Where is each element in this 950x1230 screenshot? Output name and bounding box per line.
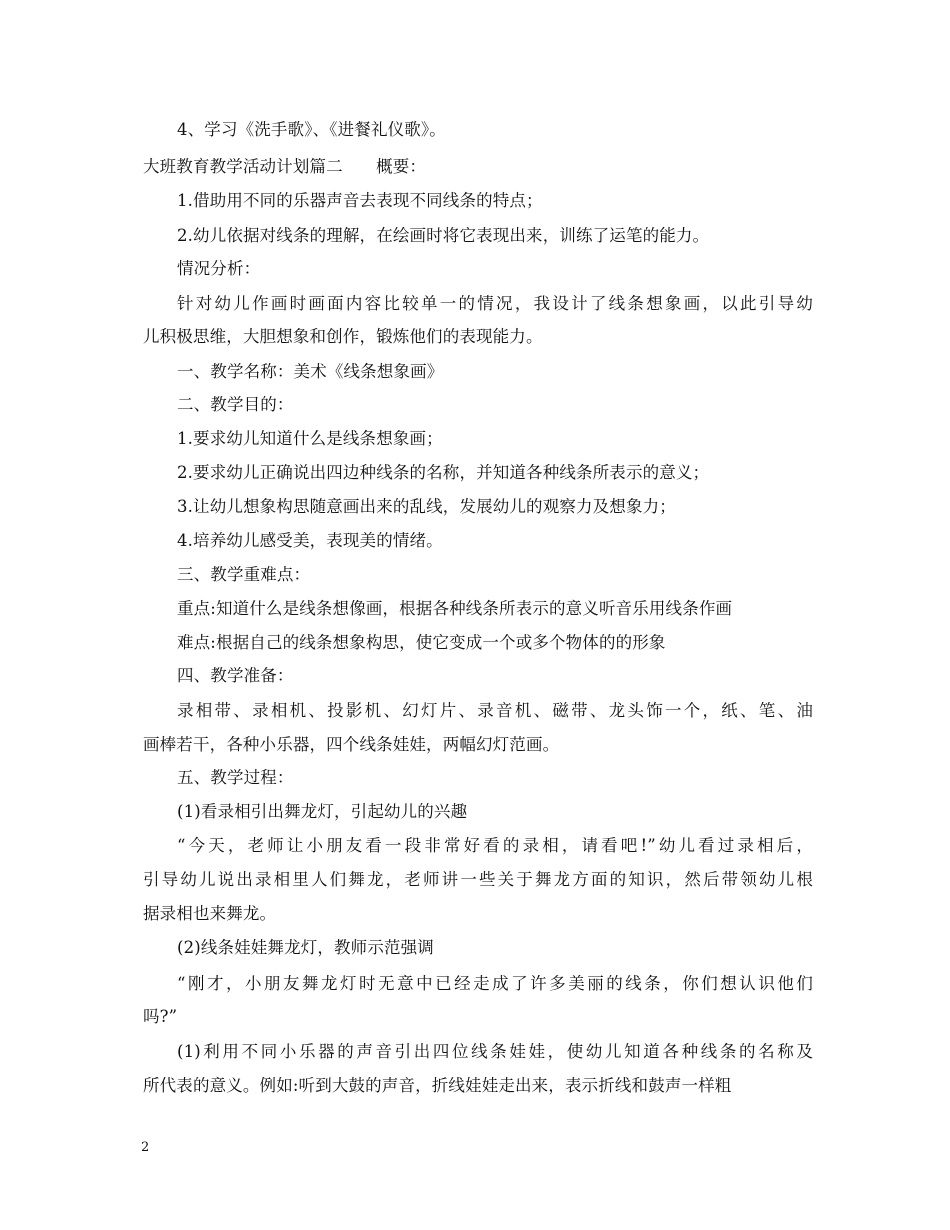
goal-item-3: 3.让幼儿想象构思随意画出来的乱线，发展幼儿的观察力及想象力；: [177, 497, 676, 516]
summary-item-1: 1.借助用不同的乐器声音去表现不同线条的特点；: [177, 191, 543, 210]
goal-item-1: 1.要求幼儿知道什么是线条想象画；: [177, 429, 443, 448]
paragraph-line: 所代表的意义。例如:听到大鼓的声音，折线娃娃走出来，表示折线和鼓声一样粗: [143, 1076, 732, 1095]
goal-item-4: 4.培养幼儿感受美，表现美的情绪。: [177, 531, 443, 550]
paragraph-line: “刚才，小朋友舞龙灯时无意中已经走成了许多美丽的线条，你们想认识他们: [177, 974, 813, 993]
goal-item-2: 2.要求幼儿正确说出四边种线条的名称，并知道各种线条所表示的意义；: [177, 463, 710, 482]
section-heading: 大班教育教学活动计划篇二 概要：: [143, 157, 427, 176]
paragraph-line: 画棒若干，各种小乐器，四个线条娃娃，两幅幻灯范画。: [143, 735, 560, 754]
difficult-point-line: 难点:根据自己的线条想象构思，使它变成一个或多个物体的的形象: [177, 633, 666, 652]
process-step-2: (2)线条娃娃舞龙灯，教师示范强调: [177, 938, 434, 957]
summary-item-2: 2.幼儿依据对线条的理解，在绘画时将它表现出来，训练了运笔的能力。: [177, 226, 710, 245]
paragraph-line: 针对幼儿作画时画面内容比较单一的情况，我设计了线条想象画，以此引导幼: [177, 294, 813, 313]
paragraph-line: 录相带、录相机、投影机、幻灯片、录音机、磁带、龙头饰一个，纸、笔、油: [177, 701, 813, 720]
heading-situation: 情况分析：: [177, 259, 261, 278]
page-number: 2: [141, 1140, 150, 1155]
heading-preparation: 四、教学准备：: [177, 666, 294, 685]
heading-key-points: 三、教学重难点：: [177, 565, 311, 584]
paragraph-line: 儿积极思维，大胆想象和创作，锻炼他们的表现能力。: [143, 327, 543, 346]
paragraph-line: (1)利用不同小乐器的声音引出四位线条娃娃，使幼儿知道各种线条的名称及: [177, 1042, 813, 1061]
key-point-line: 重点:知道什么是线条想像画，根据各种线条所表示的意义听音乐用线条作画: [177, 599, 733, 618]
list-item-4: 4、学习《洗手歌》、《进餐礼仪歌》。: [177, 120, 446, 139]
heading-teaching-goals: 二、教学目的：: [177, 395, 294, 414]
heading-process: 五、教学过程：: [177, 768, 294, 787]
paragraph-line: 吗?”: [143, 1007, 178, 1026]
paragraph-line: 引导幼儿说出录相里人们舞龙，老师讲一些关于舞龙方面的知识，然后带领幼儿根: [143, 870, 813, 889]
paragraph-line: “今天，老师让小朋友看一段非常好看的录相，请看吧!”幼儿看过录相后，: [177, 836, 813, 855]
process-step-1: (1)看录相引出舞龙灯，引起幼儿的兴趣: [177, 802, 468, 821]
paragraph-line: 据录相也来舞龙。: [143, 904, 277, 923]
heading-teaching-name: 一、教学名称：美术《线条想象画》: [177, 362, 444, 381]
